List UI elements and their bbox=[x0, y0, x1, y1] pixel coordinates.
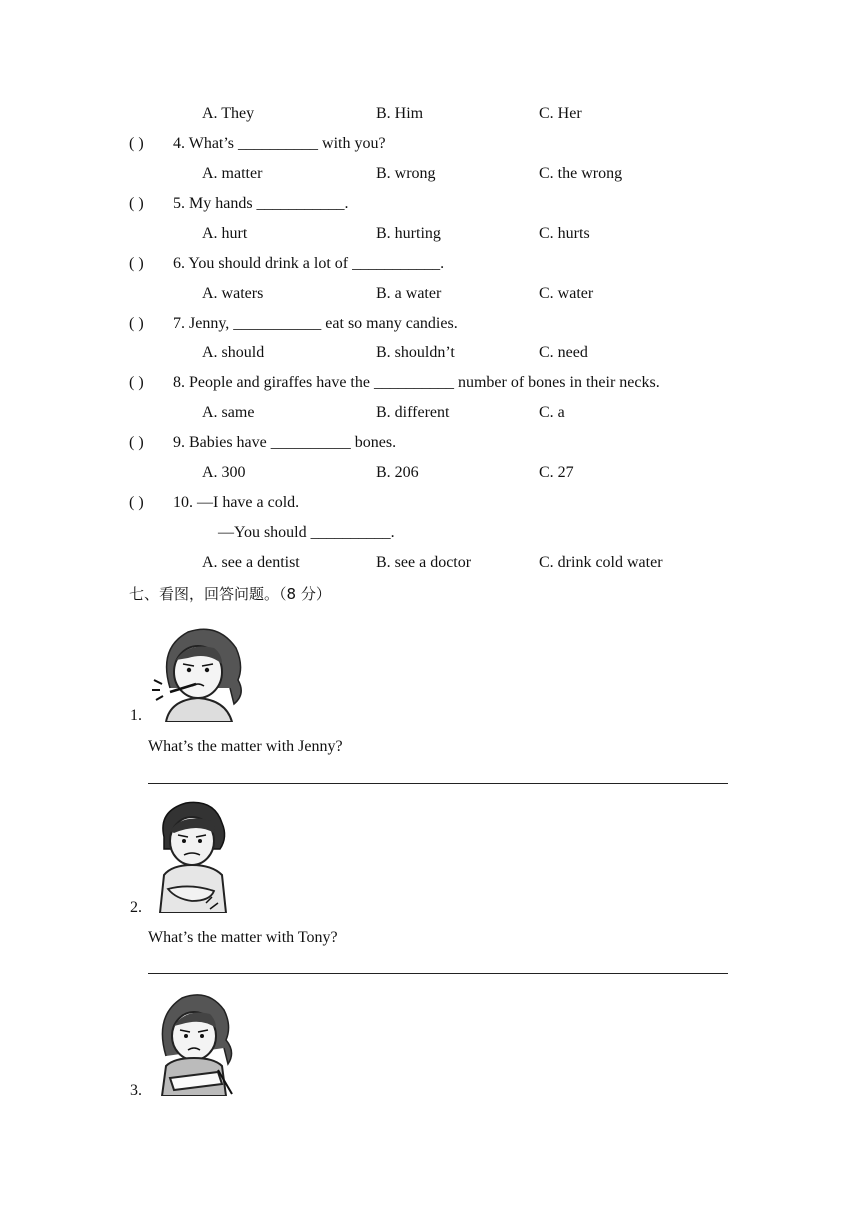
q8-option-a: A. same bbox=[202, 404, 255, 421]
q9-option-a: A. 300 bbox=[202, 464, 246, 481]
q3-option-a: A. They bbox=[202, 105, 255, 122]
q4-option-a: A. matter bbox=[202, 165, 263, 182]
item-2-question: What’s the matter with Tony? bbox=[148, 929, 338, 946]
q6-option-c: C. water bbox=[539, 285, 594, 302]
q3-option-b: B. Him bbox=[376, 105, 424, 122]
item-1-question: What’s the matter with Jenny? bbox=[148, 738, 343, 755]
boy-stomachache-icon bbox=[150, 797, 236, 913]
q3-option-c: C. Her bbox=[539, 105, 582, 122]
q6-option-a: A. waters bbox=[202, 285, 264, 302]
q5-option-a: A. hurt bbox=[202, 225, 248, 242]
item-2-number: 2. bbox=[130, 899, 142, 916]
q6-text: 6. You should drink a lot of ___________. bbox=[173, 255, 445, 272]
girl-thermometer-icon bbox=[148, 618, 252, 722]
q8-answer-paren[interactable]: ( ) bbox=[129, 374, 144, 391]
q8-option-b: B. different bbox=[376, 404, 450, 421]
q9-text: 9. Babies have __________ bones. bbox=[173, 434, 397, 451]
q9-answer-paren[interactable]: ( ) bbox=[129, 434, 144, 451]
q4-option-c: C. the wrong bbox=[539, 165, 623, 182]
q7-option-c: C. need bbox=[539, 344, 588, 361]
q10-option-b: B. see a doctor bbox=[376, 554, 472, 571]
q10-text: 10. —I have a cold. bbox=[173, 494, 300, 511]
q4-option-b: B. wrong bbox=[376, 165, 436, 182]
section-7-title: 七、看图，回答问题。（8 分） bbox=[129, 585, 331, 603]
q6-option-b: B. a water bbox=[376, 285, 442, 302]
q6-answer-paren[interactable]: ( ) bbox=[129, 255, 144, 272]
q9-option-b: B. 206 bbox=[376, 464, 419, 481]
q9-option-c: C. 27 bbox=[539, 464, 574, 481]
q5-option-c: C. hurts bbox=[539, 225, 590, 242]
q7-answer-paren[interactable]: ( ) bbox=[129, 315, 144, 332]
q10-option-a: A. see a dentist bbox=[202, 554, 300, 571]
item-1-number: 1. bbox=[130, 707, 142, 724]
item-1-answer-line[interactable] bbox=[148, 783, 728, 784]
girl-broken-arm-icon bbox=[148, 986, 240, 1096]
q4-answer-paren[interactable]: ( ) bbox=[129, 135, 144, 152]
q4-text: 4. What’s __________ with you? bbox=[173, 135, 386, 152]
q8-text: 8. People and giraffes have the __________ number of bones in their necks. bbox=[173, 374, 660, 391]
item-3-number: 3. bbox=[130, 1082, 142, 1099]
q10-option-c: C. drink cold water bbox=[539, 554, 663, 571]
q5-answer-paren[interactable]: ( ) bbox=[129, 195, 144, 212]
q10-answer-paren[interactable]: ( ) bbox=[129, 494, 144, 511]
item-2-answer-line[interactable] bbox=[148, 973, 728, 974]
q7-text: 7. Jenny, ___________ eat so many candies. bbox=[173, 315, 458, 332]
q7-option-b: B. shouldn’t bbox=[376, 344, 455, 361]
q8-option-c: C. a bbox=[539, 404, 565, 421]
q5-option-b: B. hurting bbox=[376, 225, 441, 242]
q7-option-a: A. should bbox=[202, 344, 265, 361]
q10-text-reply: —You should __________. bbox=[218, 524, 395, 541]
q5-text: 5. My hands ___________. bbox=[173, 195, 349, 212]
